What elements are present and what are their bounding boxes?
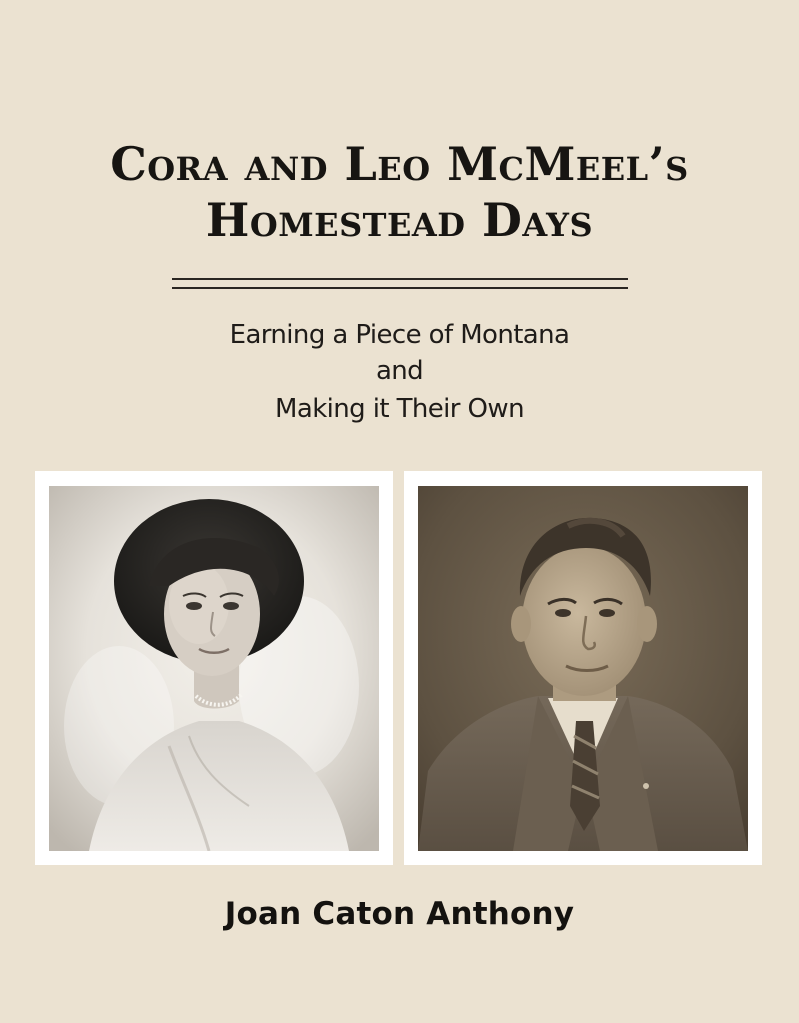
title-line-1: Cora and Leo McMeel’s <box>110 137 689 191</box>
author-name: Joan Caton Anthony <box>224 896 575 932</box>
portrait-photo-man <box>418 486 748 851</box>
portrait-photo-woman <box>49 486 379 851</box>
photo-frame-right <box>404 471 762 865</box>
divider-rule-top <box>172 278 628 280</box>
subtitle-line-1: Earning a Piece of Montana <box>229 320 570 350</box>
photo-frame-left <box>35 471 393 865</box>
portrait-man-image <box>418 486 748 851</box>
subtitle-line-2: and <box>375 356 424 386</box>
portrait-woman-image <box>49 486 379 851</box>
title-line-2: Homestead Days <box>205 193 594 247</box>
divider-rule-bottom <box>172 287 628 289</box>
subtitle-line-3: Making it Their Own <box>275 394 524 424</box>
